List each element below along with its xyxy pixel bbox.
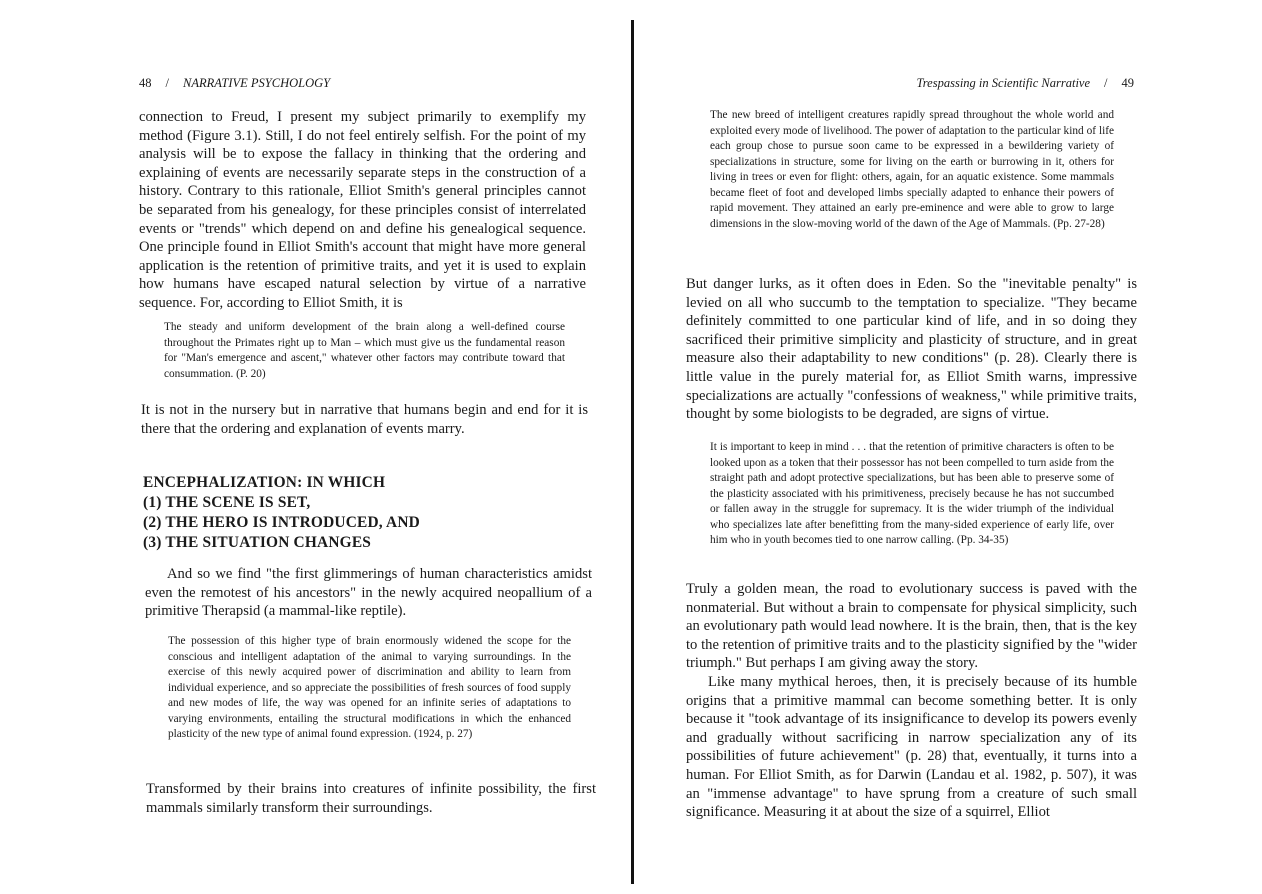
right-page — [636, 0, 1262, 894]
right-page-number: 49 — [1121, 76, 1134, 90]
book-gutter — [631, 20, 634, 884]
left-page — [0, 0, 630, 894]
heading-line: (2) THE HERO IS INTRODUCED, AND — [143, 514, 421, 531]
right-running-head: Trespassing in Scientific Narrative — [916, 76, 1091, 90]
right-paragraph-3: Like many mythical heroes, then, it is precisely because of its humble origins that a primitive mammal can become something better. It is only because it "took advantage of its insignificance to develop its powers evenly and gradually without sacrificing in narrow specialization any of its possibilities of future achievement" (p. 28) that, eventually, it turns into a human. For Elliot Smith, as for Darwin (Landau et al. 1982, p. 507), it was an "immense advantage" to have sprung from a creature of such small significance. Measuring it at about the size of a squirrel, Elliot — [686, 674, 1137, 821]
right-running-header — [917, 76, 1134, 91]
header-separator: / — [165, 76, 169, 90]
header-separator: / — [1104, 76, 1108, 90]
left-running-head: NARRATIVE PSYCHOLOGY — [182, 76, 331, 90]
right-block-quote-1: The new breed of intelligent creatures rapidly spread throughout the whole world and exploited every mode of livelihood. The power of adaptation to the particular kind of life each group chose to pursue soon came to be expressed in a bewildering variety of specializations in structure, some for living on the earth or burrowing in it, others for living in trees or even for flight: others, again, for an aquatic existence. Some mammals became fleet of foot and developed limbs specially adapted to enhance their powers of rapid movement. They attained an early pre-eminence and were able to grow to large dimensions in the slow-moving world of the dawn of the Age of Mammals. (Pp. 27-28) — [710, 109, 1114, 230]
right-paragraph-2: Truly a golden mean, the road to evolutionary success is paved with the nonmaterial. But without a brain to compensate for physical simplicity, such an evolutionary path would lead nowhere. It is the brain, then, that is the key to the retention of primitive traits and to the plasticity signified by the "wider triumph." But perhaps I am giving away the story. — [686, 581, 1137, 672]
left-page-number: 48 — [139, 76, 152, 90]
heading-line: ENCEPHALIZATION: IN WHICH — [143, 474, 386, 491]
left-paragraph-2: It is not in the nursery but in narrative that humans begin and end for it is there that the ordering and explanation of events marry. — [141, 402, 588, 437]
heading-line: (1) THE SCENE IS SET, — [143, 494, 311, 511]
right-block-quote-2: It is important to keep in mind . . . that the retention of primitive characters is often to be looked upon as a token that their possessor has not been compelled to turn aside from the straight path and adopt protective specializations, but has been able to preserve some of the plasticity associated with his primitiveness, precisely because he has not succumbed or fallen away in the struggle for supremacy. It is the wider triumph of the individual who specializes late after benefitting from the many-sided experience of early life, over him who in youth becomes tied to one narrow calling. (Pp. 34-35) — [710, 441, 1114, 546]
left-paragraph-1: connection to Freud, I present my subject primarily to exemplify my method (Figure 3.1). Still, I do not feel entirely selfish. For the point of my analysis will be to expose the fallacy in thinking that the ordering and explaining of events are necessarily separate steps in the construction of a history. Contrary to this rationale, Elliot Smith's general principles cannot be separated from his genealogy, for these principles consist of interrelated events or "trends" which depend on and define his genealogical sequence. One principle found in Elliot Smith's account that might have more general application is the retention of primitive traits, and yet it is used to explain how humans have escaped natural selection by virtue of a narrative sequence. For, according to Elliot Smith, it is — [139, 109, 586, 311]
left-running-header — [139, 76, 330, 91]
left-block-quote-1: The steady and uniform development of the brain along a well-defined course throughout the Primates right up to Man – which must give us the fundamental reason for "Man's emergence and ascent," whatever other factors may contribute toward that consummation. (P. 20) — [164, 321, 565, 380]
left-block-quote-2: The possession of this higher type of brain enormously widened the scope for the conscious and intelligent adaptation of the animal to varying surroundings. In the exercise of this newly acquired power of discrimination and ability to learn from individual experience, and so appreciate the possibilities of fresh sources of food supply and new modes of life, the way was opened for an infinite series of adaptations to varying environments, entailing the structural modifications in which the enhanced plasticity of the new type of animal found expression. (1924, p. 27) — [168, 635, 571, 740]
right-paragraph-1: But danger lurks, as it often does in Eden. So the "inevitable penalty" is levied on all who succumb to the temptation to specialize. "They became definitely committed to one particular kind of life, and in so doing they sacrificed their primitive simplicity and plasticity of structure, and in great measure also their adaptability to new conditions" (p. 28). Clearly there is little value in the purely material for, as Elliot Smith warns, impressive specializations are actually "confessions of weakness," while primitive traits, thought by some biologists to be degraded, are signs of virtue. — [686, 276, 1137, 423]
heading-line: (3) THE SITUATION CHANGES — [143, 534, 372, 551]
left-paragraph-4: Transformed by their brains into creatures of infinite possibility, the first mammals similarly transform their surroundings. — [146, 781, 596, 816]
section-heading — [143, 473, 420, 553]
left-paragraph-3: And so we find "the first glimmerings of human characteristics amidst even the remotest of his ancestors" in the newly acquired neopallium of a primitive Therapsid (a mammal-like reptile). — [145, 566, 592, 620]
